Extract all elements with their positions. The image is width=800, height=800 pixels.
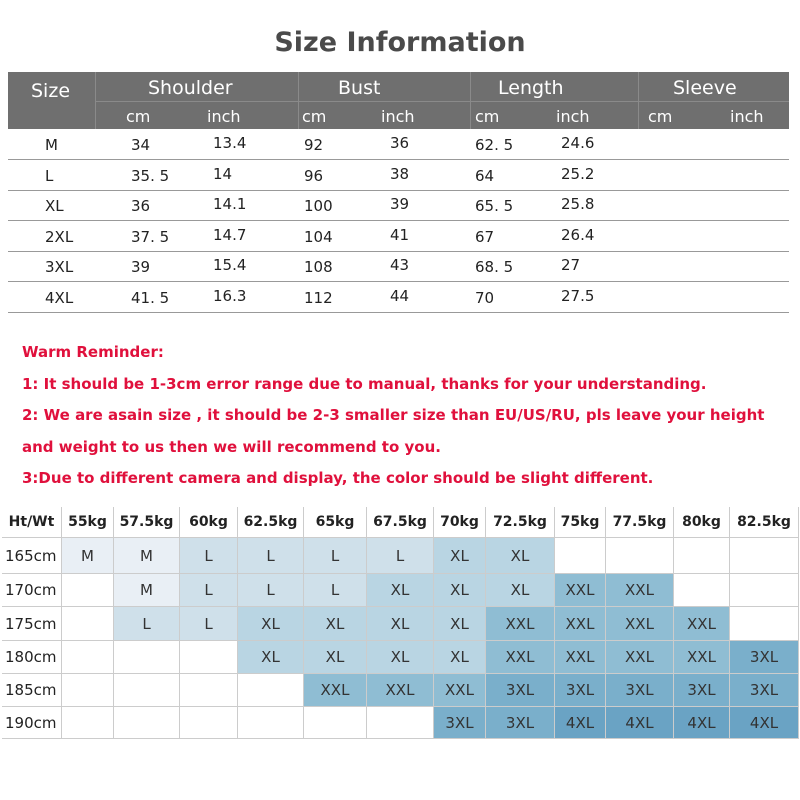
grid-cell: L [367,538,434,574]
grid-cell: 4XL [674,707,730,739]
weight-header: 77.5kg [606,507,674,538]
grid-cell: XXL [606,574,674,607]
table-cell: 13.4 [213,134,247,152]
header-separator [95,72,96,129]
weight-header: 60kg [180,507,238,538]
table-cell: 27.5 [561,286,595,305]
grid-cell: M [114,538,180,574]
table-cell: 41 [390,225,410,244]
grid-cell: XXL [555,607,606,641]
grid-cell [114,674,180,707]
grid-cell: XL [304,607,367,641]
grid-cell: XL [367,574,434,607]
grid-cell: XXL [555,574,606,607]
grid-cell [367,707,434,739]
grid-cell [180,674,238,707]
grid-cell: XXL [606,641,674,674]
unit-inch: inch [381,107,415,126]
unit-inch: inch [556,107,590,126]
grid-cell: 3XL [730,641,799,674]
grid-cell: 4XL [730,707,799,739]
grid-cell [238,707,304,739]
grid-cell: 3XL [674,674,730,707]
grid-cell: 3XL [434,707,486,739]
table-cell: 68. 5 [475,258,514,276]
grid-cell: L [238,538,304,574]
size-label: L [45,166,54,185]
unit-inch: inch [730,107,764,126]
grid-cell: XL [486,538,555,574]
header-shoulder: Shoulder [148,77,233,99]
table-cell: 24.6 [561,134,595,152]
height-label: 185cm [2,674,62,707]
grid-cell: XL [434,607,486,641]
header-size: Size [31,80,71,102]
grid-cell: L [114,607,180,641]
grid-cell: L [180,574,238,607]
table-cell: 34 [131,136,151,154]
weight-header: 80kg [674,507,730,538]
table-cell: 43 [390,256,410,274]
grid-cell: XL [367,607,434,641]
table-cell: 65. 5 [475,197,514,215]
grid-cell: M [62,538,114,574]
unit-cm: cm [475,107,500,126]
table-cell: 16.3 [213,286,247,305]
table-cell: 64 [475,166,495,185]
grid-cell: XL [434,574,486,607]
grid-cell [555,538,606,574]
grid-corner: Ht/Wt [2,507,62,538]
table-cell: 70 [475,288,495,307]
reminder-heading: Warm Reminder: [22,343,164,361]
reminder-line-2: 2: We are asain size , it should be 2-3 smaller size than EU/US/RU, pls leave your height [22,406,765,424]
grid-cell: 3XL [555,674,606,707]
grid-cell [304,707,367,739]
grid-cell: L [304,574,367,607]
weight-header: 70kg [434,507,486,538]
weight-header: 67.5kg [367,507,434,538]
grid-cell: XXL [434,674,486,707]
height-label: 190cm [2,707,62,739]
table-cell: 39 [390,195,410,213]
grid-cell [114,641,180,674]
grid-cell: 3XL [606,674,674,707]
header-divider [95,101,789,102]
grid-cell [238,674,304,707]
reminder-line-4: 3:Due to different camera and display, the color should be slight different. [22,469,654,487]
table-cell: 100 [304,197,333,215]
grid-cell [62,574,114,607]
grid-cell: XXL [674,607,730,641]
grid-cell: M [114,574,180,607]
grid-cell: L [180,607,238,641]
grid-cell [114,707,180,739]
size-recommendation-grid [2,507,799,739]
grid-cell: XL [486,574,555,607]
size-label: 2XL [45,227,74,246]
table-cell: 62. 5 [475,136,514,154]
grid-cell: 4XL [555,707,606,739]
table-cell: 39 [131,258,151,276]
grid-cell [730,607,799,641]
grid-cell: 3XL [730,674,799,707]
grid-cell [62,607,114,641]
table-cell: 41. 5 [131,288,170,307]
height-label: 165cm [2,538,62,574]
table-cell: 25.8 [561,195,595,213]
grid-cell: XXL [555,641,606,674]
grid-cell [674,574,730,607]
size-label: 3XL [45,258,74,276]
grid-cell [62,707,114,739]
unit-cm: cm [648,107,673,126]
table-cell: 108 [304,258,333,276]
size-label: 4XL [45,288,74,307]
table-cell: 44 [390,286,410,305]
table-cell: 35. 5 [131,166,170,185]
grid-cell: XXL [674,641,730,674]
grid-cell [606,538,674,574]
unit-cm: cm [302,107,327,126]
reminder-line-3: and weight to us then we will recommend to you. [22,438,441,456]
weight-header: 57.5kg [114,507,180,538]
grid-cell: XXL [304,674,367,707]
weight-header: 65kg [304,507,367,538]
unit-cm: cm [126,107,151,126]
table-cell: 15.4 [213,256,247,274]
grid-cell: XL [434,538,486,574]
grid-cell: L [180,538,238,574]
table-cell: 25.2 [561,164,595,183]
table-cell: 36 [390,134,410,152]
table-cell: 38 [390,164,410,183]
table-cell: 96 [304,166,324,185]
table-cell: 14.7 [213,225,247,244]
grid-cell [62,674,114,707]
table-cell: 104 [304,227,333,246]
grid-cell [674,538,730,574]
grid-cell: L [304,538,367,574]
unit-inch: inch [207,107,241,126]
size-label: M [45,136,58,154]
grid-cell: 3XL [486,707,555,739]
weight-header: 55kg [62,507,114,538]
table-cell: 14.1 [213,195,247,213]
grid-cell: XL [238,607,304,641]
header-bust: Bust [338,77,381,99]
table-cell: 14 [213,164,233,183]
grid-cell: XXL [486,641,555,674]
weight-header: 82.5kg [730,507,799,538]
grid-cell [730,574,799,607]
page-title: Size Information [274,27,526,58]
table-cell: 92 [304,136,324,154]
table-cell: 27 [561,256,581,274]
grid-cell: XL [367,641,434,674]
table-cell: 112 [304,288,333,307]
header-separator [470,72,471,129]
table-cell: 26.4 [561,225,595,244]
grid-cell: XL [434,641,486,674]
height-label: 175cm [2,607,62,641]
header-sleeve: Sleeve [673,77,737,99]
grid-cell: XL [238,641,304,674]
table-cell: 67 [475,227,495,246]
size-label: XL [45,197,64,215]
header-separator [638,72,639,129]
table-cell: 37. 5 [131,227,170,246]
header-separator [298,72,299,129]
grid-cell: XL [304,641,367,674]
grid-cell: 3XL [486,674,555,707]
weight-header: 62.5kg [238,507,304,538]
height-label: 180cm [2,641,62,674]
grid-cell: XXL [367,674,434,707]
grid-cell: XXL [606,607,674,641]
grid-cell: XXL [486,607,555,641]
grid-cell [730,538,799,574]
height-label: 170cm [2,574,62,607]
weight-header: 75kg [555,507,606,538]
size-table [8,72,789,313]
weight-header: 72.5kg [486,507,555,538]
grid-cell: L [238,574,304,607]
grid-cell [62,641,114,674]
reminder-line-1: 1: It should be 1-3cm error range due to manual, thanks for your understanding. [22,375,707,393]
header-length: Length [498,77,564,99]
table-cell: 36 [131,197,151,215]
grid-cell [180,641,238,674]
grid-cell [180,707,238,739]
grid-cell: 4XL [606,707,674,739]
